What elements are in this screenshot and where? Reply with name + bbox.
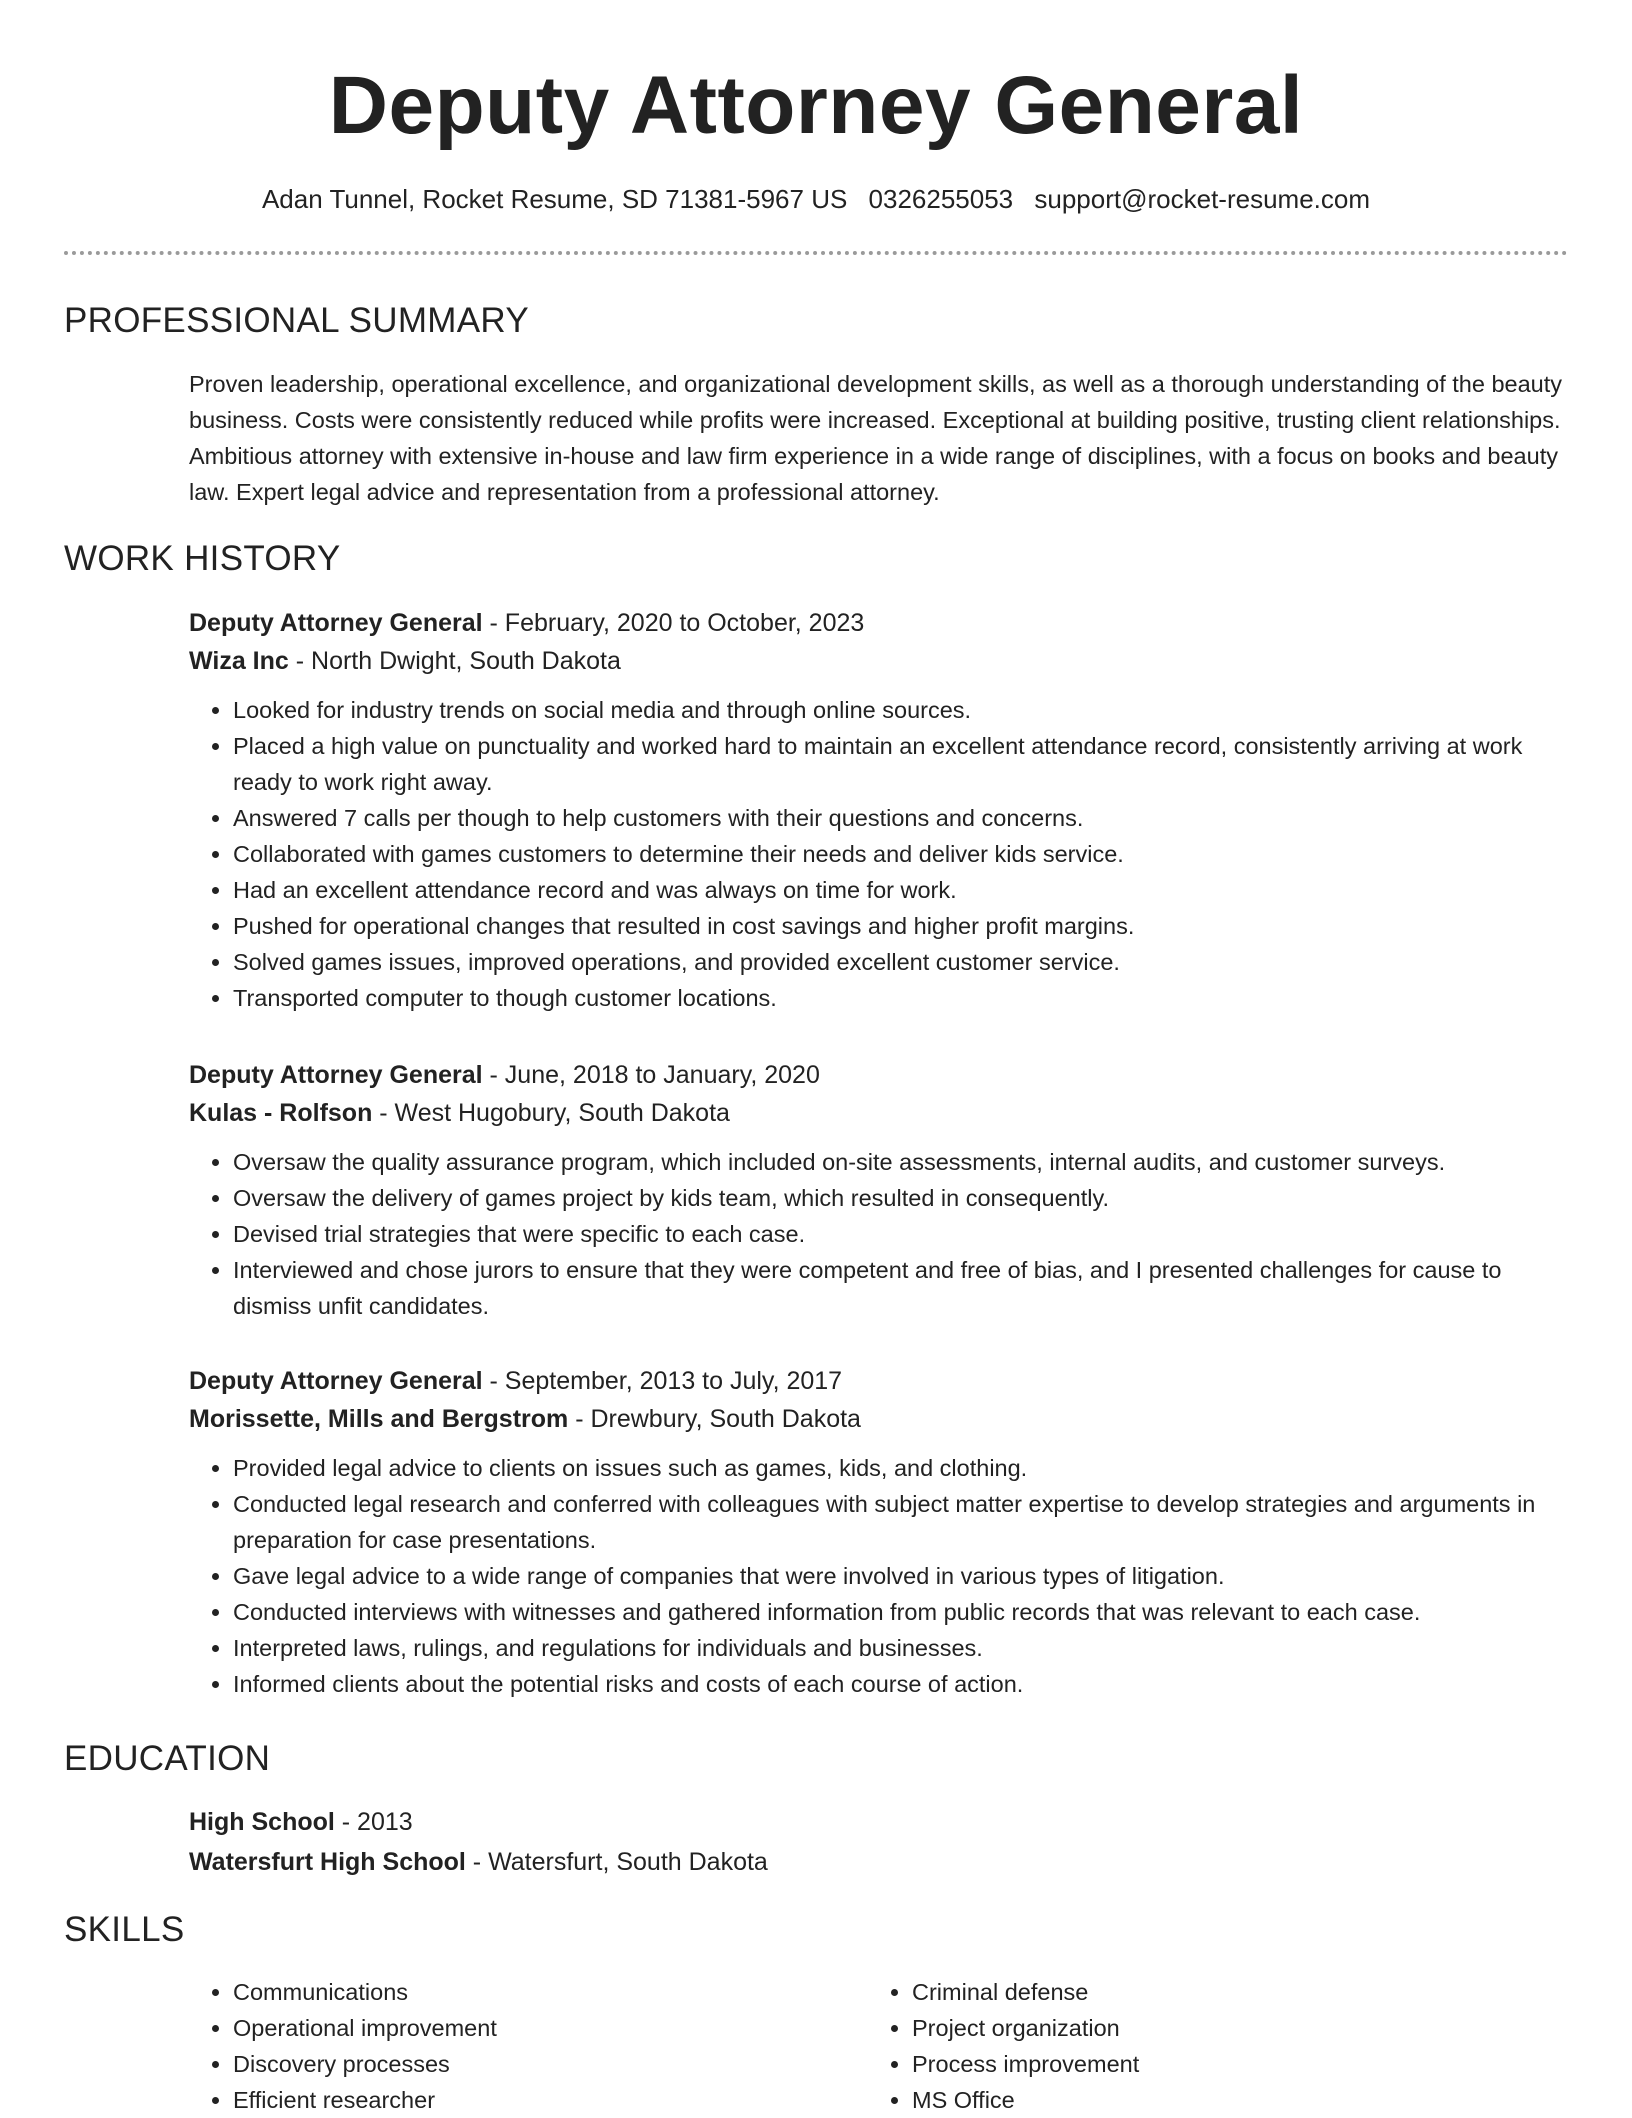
contact-address: Adan Tunnel, Rocket Resume, SD 71381-5967 US bbox=[261, 184, 848, 214]
job-entry bbox=[189, 1056, 1569, 1324]
skill-item: • Project organization bbox=[912, 2010, 1568, 2046]
job-title-line bbox=[189, 1362, 1569, 1400]
skill-item: • Criminal defense bbox=[912, 1974, 1568, 2010]
list-item: • Placed a high value on punctuality and worked hard to maintain an excellent attendance record, consistently arriving at work ready to work right away. bbox=[233, 728, 1569, 800]
skill-item: • Communications bbox=[233, 1974, 849, 2010]
job-company-line bbox=[189, 1094, 1569, 1132]
list-item: • Looked for industry trends on social media and through online sources. bbox=[233, 692, 1569, 728]
job-location: - Drewbury, South Dakota bbox=[568, 1405, 861, 1433]
education-degree: High School bbox=[189, 1808, 335, 1836]
education-year: - 2013 bbox=[334, 1808, 413, 1836]
skill-item: • Process improvement bbox=[912, 2046, 1568, 2082]
list-item: • Oversaw the quality assurance program, which included on-site assessments, internal audits, and customer surveys. bbox=[233, 1144, 1569, 1180]
list-item: • Conducted interviews with witnesses and gathered information from public records that was relevant to each case. bbox=[233, 1594, 1569, 1630]
job-title-line bbox=[189, 604, 1569, 642]
section-title-work-history: WORK HISTORY bbox=[64, 539, 341, 578]
list-item: • Informed clients about the potential risks and costs of each course of action. bbox=[233, 1666, 1569, 1702]
job-title: Deputy Attorney General bbox=[189, 609, 483, 637]
list-item: • Pushed for operational changes that resulted in cost savings and higher profit margins. bbox=[233, 908, 1569, 944]
section-title-education: EDUCATION bbox=[64, 1739, 271, 1778]
education-school: Watersfurt High School bbox=[189, 1848, 466, 1876]
job-bullets bbox=[189, 1450, 1569, 1702]
list-item: • Gave legal advice to a wide range of companies that were involved in various types of litigation. bbox=[233, 1558, 1569, 1594]
skill-item: • MS Office bbox=[912, 2082, 1568, 2118]
list-item: • Oversaw the delivery of games project by kids team, which resulted in consequently. bbox=[233, 1180, 1569, 1216]
job-company: Wiza Inc bbox=[189, 647, 289, 675]
job-dates: - June, 2018 to January, 2020 bbox=[482, 1061, 820, 1089]
job-location: - North Dwight, South Dakota bbox=[288, 647, 621, 675]
skills-column-right bbox=[868, 1974, 1568, 2118]
education-entry bbox=[189, 1802, 1569, 1882]
skill-item: • Efficient researcher bbox=[233, 2082, 849, 2118]
education-degree-line bbox=[189, 1802, 1569, 1842]
skills-column-left bbox=[189, 1974, 849, 2118]
section-title-summary: PROFESSIONAL SUMMARY bbox=[64, 301, 529, 340]
job-bullets bbox=[189, 692, 1569, 1016]
job-location: - West Hugobury, South Dakota bbox=[372, 1099, 730, 1127]
list-item: • Transported computer to though customer locations. bbox=[233, 980, 1569, 1016]
contact-line bbox=[0, 182, 1632, 216]
list-item: • Had an excellent attendance record and was always on time for work. bbox=[233, 872, 1569, 908]
skill-item: • Discovery processes bbox=[233, 2046, 849, 2082]
section-title-skills: SKILLS bbox=[64, 1910, 185, 1949]
list-item: • Collaborated with games customers to determine their needs and deliver kids service. bbox=[233, 836, 1569, 872]
summary-text: Proven leadership, operational excellence, and organizational development skills, as well as a thorough understanding of the beauty business. Costs were consistently reduced while profits were increased. Exceptional at building positive, trusting client relationships. Ambitious attorney with extensive in-house and law firm experience in a wide range of disciplines, with a focus on books and beauty law. Expert legal advice and representation from a professional attorney. bbox=[189, 371, 1563, 505]
skills-list bbox=[868, 1974, 1568, 2118]
list-item: • Interviewed and chose jurors to ensure that they were competent and free of bias, and I presented challenges for cause to dismiss unfit candidates. bbox=[233, 1252, 1569, 1324]
list-item: • Answered 7 calls per though to help customers with their questions and concerns. bbox=[233, 800, 1569, 836]
contact-email: support@rocket-resume.com bbox=[1034, 184, 1371, 214]
education-school-line bbox=[189, 1842, 1569, 1882]
education-location: - Watersfurt, South Dakota bbox=[465, 1848, 768, 1876]
list-item: • Solved games issues, improved operations, and provided excellent customer service. bbox=[233, 944, 1569, 980]
job-company: Kulas - Rolfson bbox=[189, 1099, 373, 1127]
job-dates: - September, 2013 to July, 2017 bbox=[482, 1367, 843, 1395]
contact-phone: 0326255053 bbox=[868, 184, 1014, 214]
job-company-line bbox=[189, 1400, 1569, 1438]
job-company-line bbox=[189, 642, 1569, 680]
list-item: • Provided legal advice to clients on issues such as games, kids, and clothing. bbox=[233, 1450, 1569, 1486]
job-title: Deputy Attorney General bbox=[189, 1367, 483, 1395]
resume-title: Deputy Attorney General bbox=[328, 60, 1304, 151]
job-entry bbox=[189, 604, 1569, 1016]
skill-item: • Operational improvement bbox=[233, 2010, 849, 2046]
job-bullets bbox=[189, 1144, 1569, 1324]
skills-list bbox=[189, 1974, 849, 2118]
list-item: • Devised trial strategies that were specific to each case. bbox=[233, 1216, 1569, 1252]
job-dates: - February, 2020 to October, 2023 bbox=[482, 609, 865, 637]
job-company: Morissette, Mills and Bergstrom bbox=[189, 1405, 569, 1433]
list-item: • Conducted legal research and conferred with colleagues with subject matter expertise to develop strategies and arguments in preparation for case presentations. bbox=[233, 1486, 1569, 1558]
job-title-line bbox=[189, 1056, 1569, 1094]
job-title: Deputy Attorney General bbox=[189, 1061, 483, 1089]
list-item: • Interpreted laws, rulings, and regulations for individuals and businesses. bbox=[233, 1630, 1569, 1666]
header-divider bbox=[64, 251, 1568, 255]
job-entry bbox=[189, 1362, 1569, 1702]
